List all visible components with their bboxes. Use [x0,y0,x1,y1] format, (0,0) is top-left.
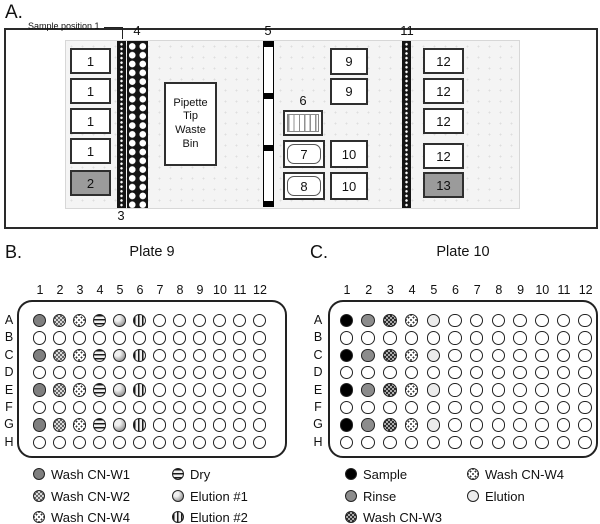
plate-10-well-B10 [535,331,549,345]
plate-10-well-E1 [340,383,354,397]
plate-10-well-B1 [340,331,354,345]
plate-10-well-G7 [470,418,484,432]
plate-position-9-b: 9 [330,78,368,105]
plate-10-legend-label: Rinse [363,488,397,504]
plate-10-well-E4 [405,383,419,397]
deck-box-left-1: 1 [70,78,111,104]
plate-9-well-B1 [33,331,47,345]
waste-bin-line-3: Waste [175,124,206,136]
plate-10-col-label-10: 10 [535,283,550,297]
deck-box-left-1: 1 [70,108,111,134]
plate-10-well-F3 [383,401,397,415]
plate-10-well-E9 [513,383,527,397]
rail-notch-2 [264,145,273,151]
plate-9-well-G4 [93,418,107,432]
plate-9-legend-wash-cn-w1 [33,466,130,482]
plate-10-legend-label: Elution [485,488,525,504]
plate-9-row-label-A: A [4,313,14,327]
plate-9-col-label-8: 8 [176,283,184,297]
plate-10-row-label-B: B [313,330,323,345]
plate-10-row-label-D: D [313,365,323,380]
plate-9-legend-elution-2 [172,509,248,524]
plate-10-well-F6 [448,401,462,415]
plate-9-well-B11 [233,331,247,345]
plate-9-col-label-7: 7 [156,283,164,297]
plate-9-legend-label: Wash CN-W2 [51,488,130,504]
plate-10-col-label-6: 6 [452,283,459,297]
plate-9-col-label-10: 10 [213,283,227,297]
wash-cn-w3-swatch-icon [345,511,357,523]
plate-10-legend-wash-cn-w4 [467,466,564,482]
plate-10-col-label-3: 3 [386,283,394,297]
plate-10-col-label-4: 4 [408,283,416,297]
plate-9-well-E7 [153,383,167,397]
rail-cap-top [264,42,273,47]
plate-9-col-label-3: 3 [76,283,84,297]
plate-10-well-C5 [427,349,441,363]
plate-9-well-G2 [53,418,67,432]
plate-9-title: Plate 9 [129,244,175,260]
plate-9-well-G6 [133,418,147,432]
deck-box-right-12: 12 [423,108,464,134]
plate-10-well-E12 [578,383,592,397]
plate-9-well-E9 [193,383,207,397]
plate-9-well-G11 [233,418,247,432]
sample-swatch-icon [345,468,357,480]
wash-cn-w1-swatch-icon [33,468,45,480]
plate-10-well-D10 [535,366,549,380]
panel-a-label: A. [5,2,23,23]
plate-10-well-B11 [557,331,571,345]
plate-10-well-E3 [383,383,397,397]
plate-10-well-A12 [578,314,592,328]
plate-9-well-E6 [133,383,147,397]
plate-10-legend-label: Sample [363,466,408,482]
plate-10-well-C2 [361,349,375,363]
plate-10-row-label-G: G [313,417,323,432]
plate-10-well-G5 [427,418,441,432]
plate-10-well-H5 [427,436,441,450]
plate-10-well-G2 [361,418,375,432]
plate-9-well-B7 [153,331,167,345]
plate-9-well-E10 [213,383,227,397]
elution-1-swatch-icon [172,490,184,502]
plate-10-row-label-A: A [313,313,323,327]
plate-10-well-H6 [448,436,462,450]
plate-9-well-B9 [193,331,207,345]
plate-10-well-D3 [383,366,397,380]
plate-9-col-label-9: 9 [196,283,204,297]
tube-strip-position-4 [127,41,148,208]
plate-10-well-G6 [448,418,462,432]
plate-9-col-label-11: 11 [233,283,247,297]
plate-10-legend-label: Wash CN-W4 [485,466,564,482]
plate-10-col-label-5: 5 [430,283,438,297]
plate-10-well-C3 [383,349,397,363]
label-position-6: 6 [299,93,307,108]
plate-9-well-E1 [33,383,47,397]
plate-10-well-H10 [535,436,549,450]
label-position-4: 4 [133,23,141,38]
pipette-tip-waste-bin [164,82,217,166]
plate-10-well-A10 [535,314,549,328]
plate-10-well-B4 [405,331,419,345]
sample-position-annotation: Sample position 1 [28,21,100,31]
reservoir-8-well [287,176,320,196]
plate-10-well-A3 [383,314,397,328]
plate-10-well-G8 [492,418,506,432]
rinse-swatch-icon [345,490,357,502]
tip-rack-position-6 [283,110,323,136]
plate-9-well-G12 [253,418,267,432]
plate-9-well-B2 [53,331,67,345]
plate-9-well-B4 [93,331,107,345]
elution-swatch-icon [467,490,479,502]
dry-swatch-icon [172,468,184,480]
plate-9-well-G5 [113,418,127,432]
plate-9-legend-label: Dry [190,466,211,482]
plate-10-well-E2 [361,383,375,397]
rail-notch-1 [264,93,273,99]
plate-10-well-A6 [448,314,462,328]
plate-9-col-label-6: 6 [136,283,144,297]
plate-10-well-G12 [578,418,592,432]
plate-10-col-label-1: 1 [343,283,351,297]
plate-10-well-E5 [427,383,441,397]
plate-10-well-B2 [361,331,375,345]
plate-10-col-label-2: 2 [365,283,373,297]
elution-2-swatch-icon [172,511,184,523]
plate-10-well-G10 [535,418,549,432]
plate-10-legend-rinse [345,488,396,504]
plate-10-well-B12 [578,331,592,345]
plate-10-well-B3 [383,331,397,345]
plate-9-well-E4 [93,383,107,397]
plate-9-well-B8 [173,331,187,345]
plate-10-well-E10 [535,383,549,397]
plate-9-legend-dry [172,466,210,482]
plate-10-well-F12 [578,401,592,415]
plate-9-well-G9 [193,418,207,432]
annotation-leader-line [104,27,123,39]
rail-cap-bottom [264,201,273,206]
plate-position-10-b: 10 [330,172,368,200]
plate-9-col-label-5: 5 [116,283,124,297]
plate-9-row-label-D: D [4,365,14,380]
plate-10-well-F10 [535,401,549,415]
plate-9-well-E11 [233,383,247,397]
plate-9-row-label-G: G [4,417,14,432]
plate-9-legend-label: Wash CN-W4 [51,509,130,524]
plate-10-well-C8 [492,349,506,363]
plate-9-well-E8 [173,383,187,397]
plate-9-legend-wash-cn-w2 [33,488,130,504]
plate-9-well-G3 [73,418,87,432]
plate-9-well-E2 [53,383,67,397]
plate-10-well-G4 [405,418,419,432]
wash-cn-w2-swatch-icon [33,490,45,502]
plate-10-legend-wash-cn-w3 [345,509,442,524]
plate-9-well-B10 [213,331,227,345]
panel-b-label: B. [5,242,23,262]
plate-10-row-label-F: F [314,400,322,414]
plate-10-col-label-7: 7 [473,283,481,297]
plate-9-well-G7 [153,418,167,432]
plate-10-well-F9 [513,401,527,415]
plate-9-well-E3 [73,383,87,397]
plate-10-well-F2 [361,401,375,415]
label-position-5: 5 [264,23,272,38]
plate-10-well-B6 [448,331,462,345]
plate-10-well-C10 [535,349,549,363]
plate-10-well-A9 [513,314,527,328]
plate-10-col-label-11: 11 [557,283,571,297]
tip-rack-slots [287,114,319,132]
plate-10-well-B7 [470,331,484,345]
plate-10-well-H9 [513,436,527,450]
waste-bin-line-4: Bin [182,137,199,150]
plate-position-10-a: 10 [330,140,368,168]
plate-9-well-G1 [33,418,47,432]
reservoir-position-7 [283,140,325,168]
label-position-7: 7 [300,146,308,162]
plate-10-well-C12 [578,349,592,363]
plate-10-well-B8 [492,331,506,345]
plate-9-legend-elution-1 [172,488,248,504]
plate-9-well-B5 [113,331,127,345]
plate-10-well-E11 [557,383,571,397]
label-position-3: 3 [117,208,125,223]
plate-10-well-G3 [383,418,397,432]
plate-9-col-label-4: 4 [96,283,104,297]
plate-9-legend-label: Elution #2 [190,509,248,524]
label-position-11: 11 [400,23,414,38]
deck-box-left-1: 1 [70,48,111,74]
plate-9-legend-wash-cn-w4 [33,509,130,524]
plate-9-row-label-B: B [4,330,14,345]
plate-10-well-G11 [557,418,571,432]
plate-10-well-A2 [361,314,375,328]
plate-10-well-H12 [578,436,592,450]
plate-10-legend-sample [345,466,407,482]
plate-9-well-G8 [173,418,187,432]
plate-10-well-D6 [448,366,462,380]
deck-box-right-12: 12 [423,48,464,74]
wash-cn-w4-swatch-icon [467,468,479,480]
plate-10-col-label-9: 9 [517,283,525,297]
plate-9-col-label-1: 1 [36,283,44,297]
plate-10-well-B9 [513,331,527,345]
wash-cn-w4-swatch-icon [33,511,45,523]
deck-box-left-1: 1 [70,138,111,164]
plate-9-row-label-H: H [4,434,14,449]
plate-10-well-H2 [361,436,375,450]
plate-10-row-label-E: E [313,382,323,397]
plate-10-well-G9 [513,418,527,432]
plate-10-col-label-8: 8 [495,283,503,297]
plate-10-legend-label: Wash CN-W3 [363,509,442,524]
plate-10-well-H8 [492,436,506,450]
plate-10-legend-elution [467,488,525,504]
tube-strip-position-11 [402,41,411,208]
panel-c-label: C. [310,242,328,262]
deck-box-right-12: 12 [423,78,464,104]
plate-9-legend-label: Wash CN-W1 [51,466,130,482]
plate-9-legend-label: Elution #1 [190,488,248,504]
deck-box-right-13: 13 [423,172,464,198]
plate-position-9-a: 9 [330,48,368,75]
plate-10-row-label-C: C [313,347,323,362]
plate-9-well-G10 [213,418,227,432]
plate-10-title: Plate 10 [436,244,490,260]
plate-10-col-label-12: 12 [578,283,593,297]
tube-strip-position-3 [117,41,126,208]
deck-box-right-12: 12 [423,143,464,169]
plate-9-col-label-2: 2 [56,283,64,297]
plate-10-well-E8 [492,383,506,397]
plate-9-well-E12 [253,383,267,397]
plate-10-well-E6 [448,383,462,397]
plate-9-row-label-F: F [5,400,13,414]
waste-bin-line-2: Tip [183,110,198,123]
plate-9-col-label-12: 12 [253,283,267,297]
label-position-8: 8 [300,178,308,194]
deck-box-left-2: 2 [70,170,111,196]
rail-position-5 [263,41,274,207]
plate-9-well-B6 [133,331,147,345]
plate-9-row-label-E: E [4,382,14,397]
reservoir-7-well [287,144,320,164]
plate-9-well-B3 [73,331,87,345]
waste-bin-line-1: Pipette [173,96,208,109]
plate-10-row-label-H: H [313,434,323,449]
plate-9-row-label-C: C [4,347,14,362]
plate-9-well-B12 [253,331,267,345]
plate-10-well-B5 [427,331,441,345]
reservoir-position-8 [283,172,325,200]
plate-10-well-H3 [383,436,397,450]
plate-10-well-C6 [448,349,462,363]
plate-10-well-G1 [340,418,354,432]
plate-10-well-C9 [513,349,527,363]
plate-9-well-E5 [113,383,127,397]
